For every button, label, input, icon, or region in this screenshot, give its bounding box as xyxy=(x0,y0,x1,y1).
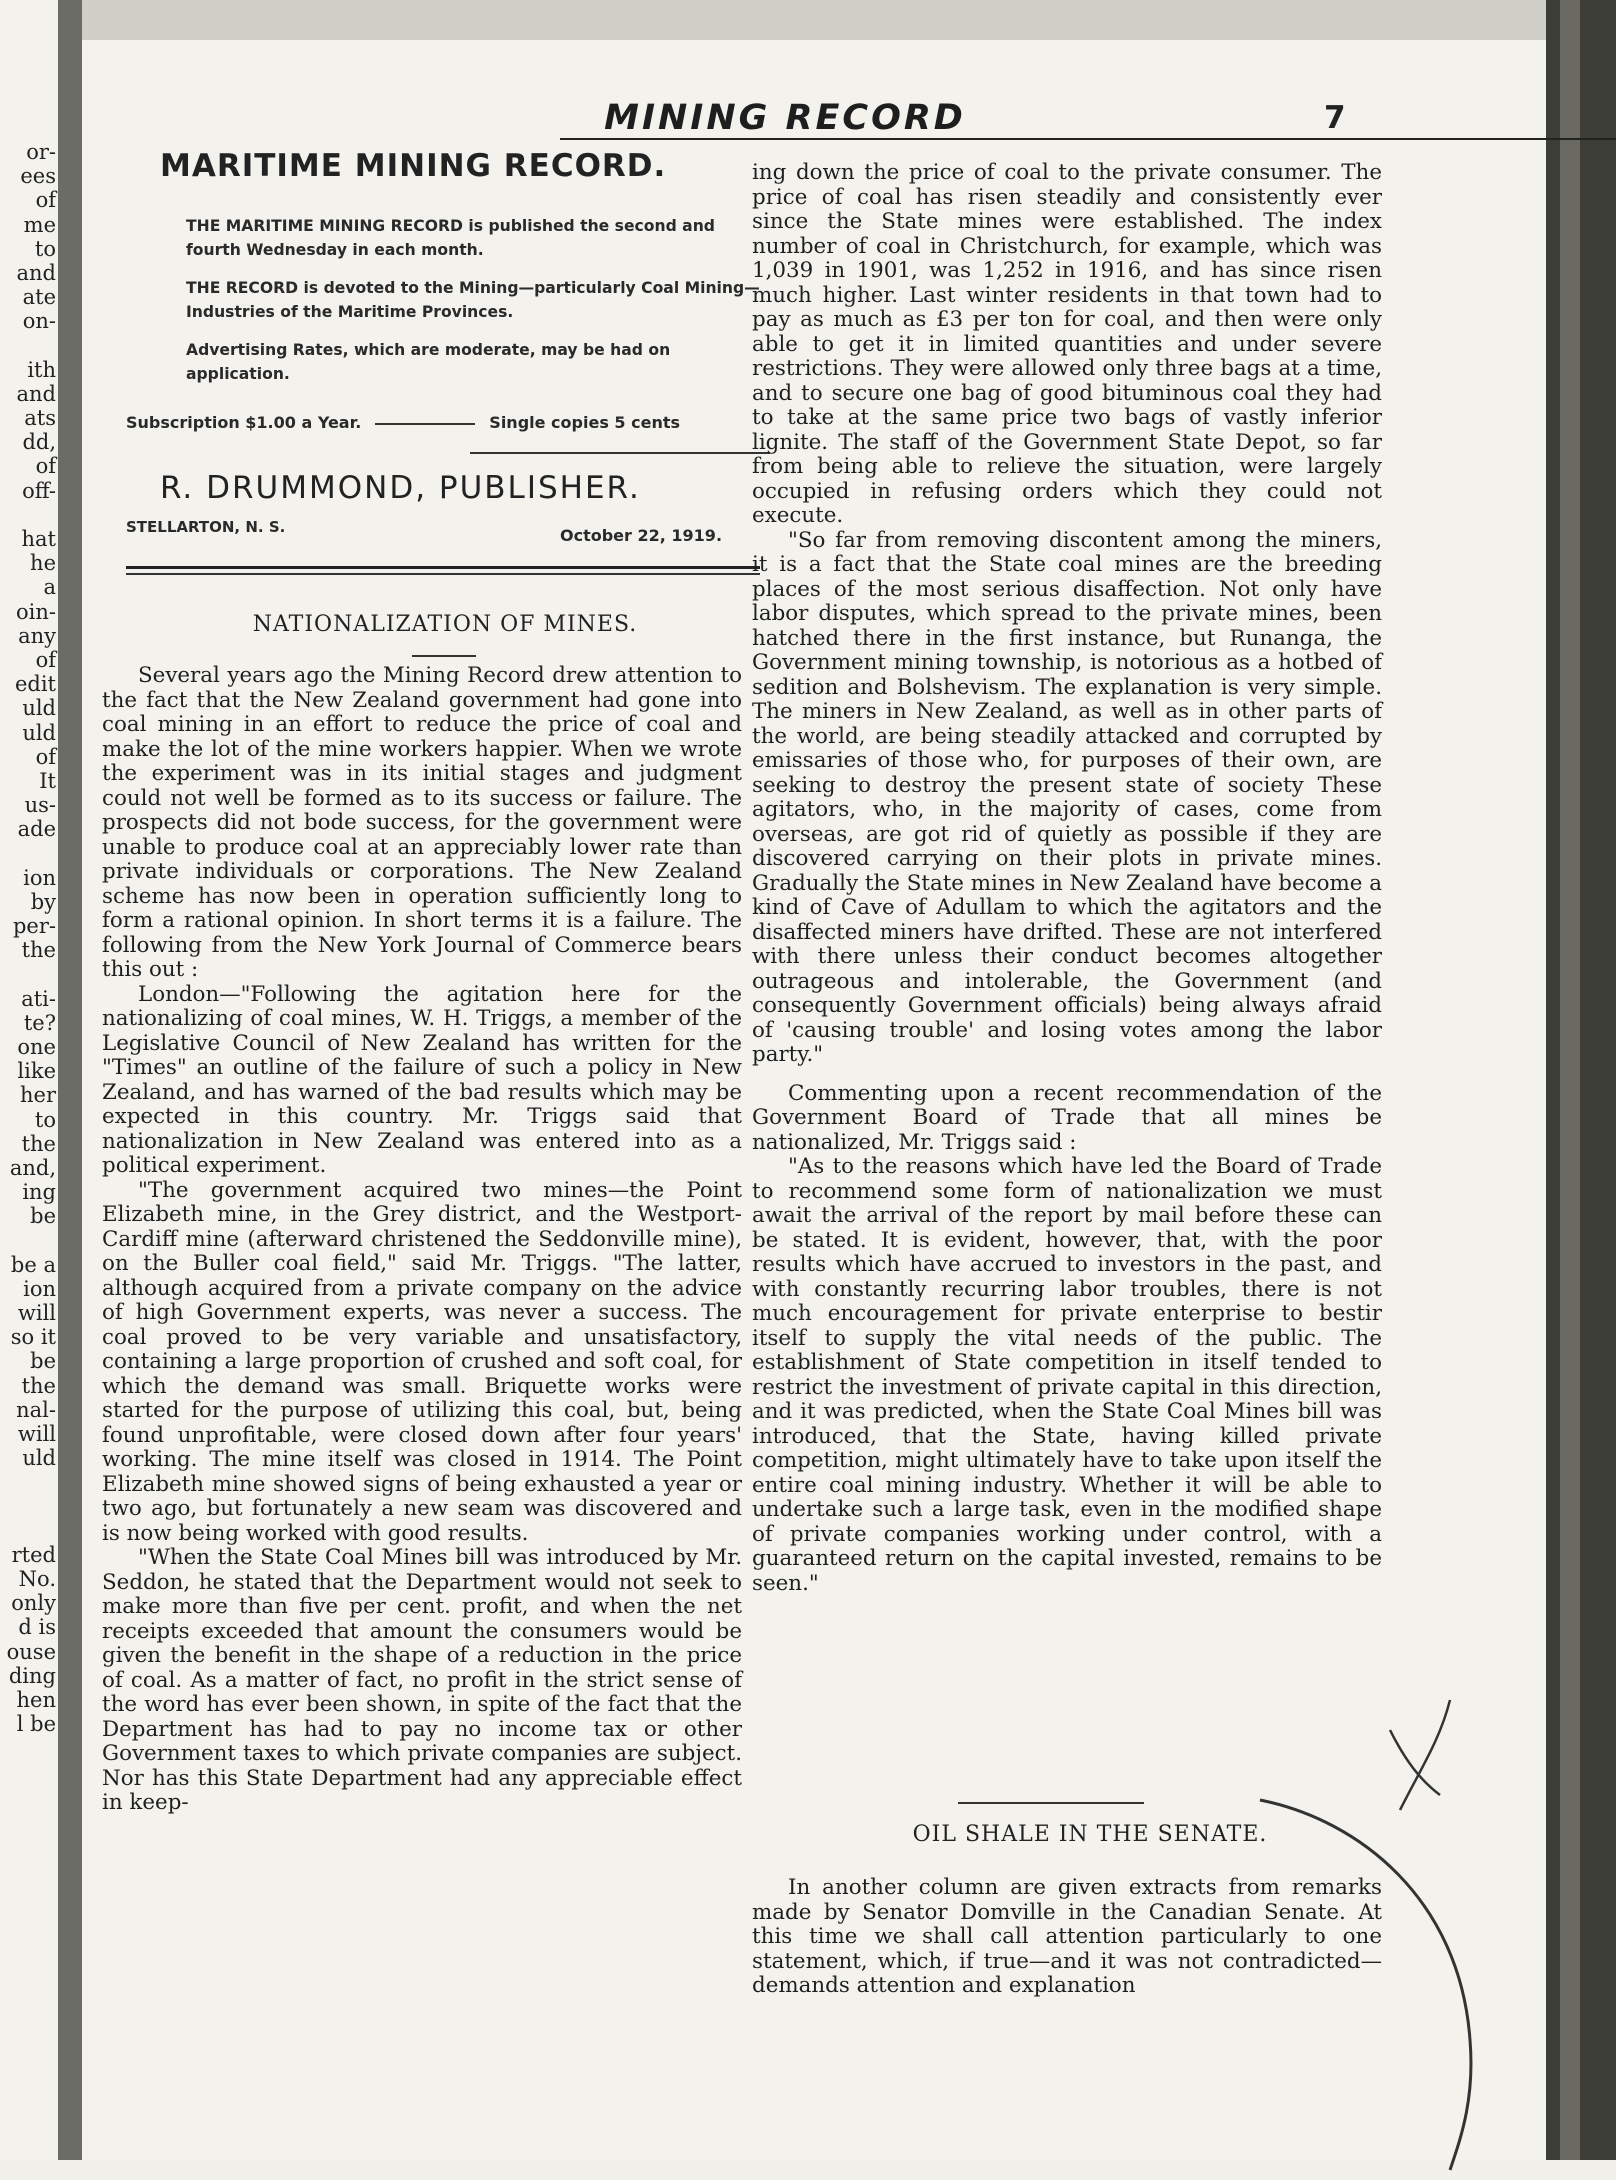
fragment-line xyxy=(0,503,56,527)
fragment-line: off- xyxy=(22,478,56,503)
article-paragraph: In another column are given extracts from remarks made by Senator Domville in the Canadian Senate. At this time we shall call attention particularly to one statement, which, if true—and it was not contradicted—demands attention and explanation xyxy=(752,1875,1382,1998)
article-paragraph: London—"Following the agitation here for the nationalizing of coal mines, W. H. Triggs, a member of the Legislative Council of New Zealand has written for the "Times" an outline of the failure of such a policy in New Zealand, and has warned of the bad results which may be expected in this country. Mr. Triggs said that nationalization in New Zealand was entered into as a political experiment. xyxy=(102,981,742,1178)
fragment-line: of xyxy=(35,744,56,769)
article-paragraph: Several years ago the Mining Record drew attention to the fact that the New Zealand government had gone into coal mining in an effort to reduce the price of coal and make the lot of the mine workers happier. When we wrote the experiment was in its initial stages and judgment could not well be formed as to its success or failure. The prospects did not bode success, for the government were unable to produce coal at an appreciably lower rate than private individuals or corporations. The New Zealand scheme has now been in operation sufficiently long to form a rational opinion. In short terms it is a failure. The following from the New York Journal of Commerce bears this out : xyxy=(102,663,742,982)
article-title-oil-shale: OIL SHALE IN THE SENATE. xyxy=(912,1822,1268,1847)
fragment-line: be xyxy=(30,1349,56,1374)
fragment-line: her xyxy=(20,1083,56,1108)
section-rule xyxy=(958,1802,1144,1804)
fragment-line: edit xyxy=(14,672,56,697)
fragment-line: any xyxy=(18,623,56,648)
book-edge xyxy=(1546,0,1616,2160)
fragment-line: on- xyxy=(22,309,56,334)
fragment-line: and xyxy=(16,260,56,285)
fragment-line: te? xyxy=(23,1010,56,1035)
single-copy-price: Single copies 5 cents xyxy=(489,413,681,432)
fragment-line: uld xyxy=(22,720,56,745)
fragment-line: It xyxy=(39,768,56,793)
fragment-line: the xyxy=(21,938,56,963)
masthead-short-rule xyxy=(470,452,770,454)
fragment-line: be xyxy=(30,1204,56,1229)
article-left-column xyxy=(102,664,742,1816)
article-paragraph: "So far from removing discontent among the miners, it is a fact that the State coal mines are the breeding places of the most serious disaffection. Not only have labor disputes, which spread to the private mines, been hatched there in the first instance, but Runanga, the Government mining township, is notorious as a hotbed of sedition and Bolshevism. The explanation is very simple. The miners in New Zealand, as well as in other parts of the world, are being steadily attacked and corrupted by emissaries of those who, for purposes of their own, are seeking to destroy the present state of society These agitators, who, in the majority of cases, come from overseas, are got rid of quietly as possible if they are discovered carrying on their plots in private mines. Gradually the State mines in New Zealand have become a kind of Cave of Adullam to which the agitators and the disaffected miners have drifted. These are not interfered with there unless their conduct becomes altogether outrageous and intolerable, the Government (and consequently Government officials) being always afraid of 'causing trouble' and losing votes among the labor party." xyxy=(752,527,1382,1067)
masthead-publication-note: THE MARITIME MINING RECORD is published the second and fourth Wednesday in each month. xyxy=(186,217,715,259)
fragment-line: of xyxy=(35,188,56,213)
fragment-line: l be xyxy=(16,1712,56,1737)
fragment-line: uld xyxy=(22,1446,56,1471)
issue-date: October 22, 1919. xyxy=(560,526,723,545)
fragment-line: one xyxy=(17,1034,56,1059)
fragment-line: will xyxy=(17,1421,56,1446)
fragment-line: uld xyxy=(22,696,56,721)
fragment-line: rted xyxy=(11,1542,56,1567)
fragment-line: ees xyxy=(20,164,56,189)
masthead-title: MARITIME MINING RECORD. xyxy=(160,148,667,184)
fragment-line: d is xyxy=(18,1615,56,1640)
fragment-line xyxy=(0,1470,56,1494)
fragment-line: be a xyxy=(10,1252,56,1277)
binding-fold xyxy=(58,0,82,2160)
fragment-line: he xyxy=(30,551,56,576)
fragment-line: a xyxy=(43,575,56,600)
book-edge-highlight xyxy=(1560,0,1580,2160)
fragment-line: ding xyxy=(8,1663,56,1688)
article-paragraph: "The government acquired two mines—the Point Elizabeth mine, in the Grey district, and the Westport-Cardiff mine (afterward christened the Seddonville mine), on the Buller coal field," said Mr. Triggs. "The latter, although acquired from a private company on the advice of high Government experts, was never a success. The coal proved to be very variable and unsatisfactory, containing a large proportion of crushed and soft coal, for which the demand was small. Briquette works were started for the purpose of utilizing this coal, but, being found unprofitable, were closed down after four years' working. The mine itself was closed in 1914. The Point Elizabeth mine showed signs of being exhausted a year or two ago, but fortunately a new seam was discovered and is now being worked with good results. xyxy=(102,1177,742,1546)
subscription-line xyxy=(126,413,766,432)
publication-place: STELLARTON, N. S. xyxy=(126,518,286,536)
masthead-double-rule xyxy=(126,566,760,569)
fragment-line: ade xyxy=(17,817,56,842)
fragment-line: ing xyxy=(22,1180,56,1205)
fragment-line: of xyxy=(35,454,56,479)
article-paragraph: "As to the reasons which have led the Board of Trade to recommend some form of nationalization we must await the arrival of the report by mail before these can be stated. It is evident, however, that, with the poor results which have accrued to investors in the past, and with constantly recurring labor troubles, there is not much encouragement for private enterprise to bestir itself to supply the vital needs of the public. The establishment of State competition in itself tended to restrict the investment of private capital in this direction, and it was predicted, when the State Coal Mines bill was introduced, that the State, having killed private competition, might ultimately have to take upon itself the entire coal mining industry. Whether it will be able to undertake such a large task, even in the modified shape of private companies working under control, with a guaranteed return on the capital invested, remains to be seen." xyxy=(752,1154,1382,1596)
fragment-line xyxy=(0,1519,56,1543)
fragment-line: to xyxy=(34,1107,56,1132)
fragment-line: will xyxy=(17,1301,56,1325)
fragment-line: me xyxy=(23,212,56,237)
fragment-line: of xyxy=(35,647,56,672)
fragment-line: and, xyxy=(9,1155,56,1180)
article-paragraph: Commenting upon a recent recommendation of the Government Board of Trade that all mines be nationalized, Mr. Triggs said : xyxy=(752,1080,1382,1155)
article-title-rule xyxy=(412,655,476,657)
fragment-line: the xyxy=(21,1131,56,1156)
fragment-line: ouse xyxy=(6,1639,56,1664)
subscription-price: Subscription $1.00 a Year. xyxy=(126,413,362,432)
masthead-double-rule-thin xyxy=(126,573,760,575)
fragment-line: No. xyxy=(18,1567,56,1592)
fragment-line: oin- xyxy=(16,599,56,624)
fragment-line: so it xyxy=(10,1325,56,1350)
fragment-line xyxy=(0,841,56,865)
running-head: MINING RECORD xyxy=(604,98,966,138)
previous-page-fragment xyxy=(0,140,56,1940)
fragment-line: ats xyxy=(24,406,56,431)
article-title-nationalization: NATIONALIZATION OF MINES. xyxy=(252,612,638,637)
fragment-line: hen xyxy=(16,1688,56,1712)
fragment-line: nal- xyxy=(16,1397,56,1422)
article-paragraph: ing down the price of coal to the private consumer. The price of coal has risen steadily and consistently ever since the State mines were established. The index number of coal in Christchurch, for example, which was 1,039 in 1901, was 1,252 in 1916, and has since risen much higher. Last winter residents in that town had to pay as much as £3 per ton for coal, and then were only able to get it in limited quantities and under severe restrictions. They were allowed only three bags at a time, and to secure one bag of good bituminous coal they had to take at the same price two bags of vastly inferior lignite. The staff of the Government State Depot, so far from being able to relieve the situation, were largely occupied in refusing orders which they could not execute. xyxy=(752,160,1382,528)
publisher-line: R. DRUMMOND, PUBLISHER. xyxy=(160,470,641,506)
masthead-advertising-note: Advertising Rates, which are moderate, may be had on application. xyxy=(186,341,671,383)
fragment-line: only xyxy=(11,1591,56,1616)
running-head-rule xyxy=(560,138,1616,140)
fragment-line: the xyxy=(21,1373,56,1398)
fragment-line xyxy=(0,1228,56,1252)
fragment-line: ion xyxy=(23,865,56,890)
fragment-line: like xyxy=(17,1059,56,1084)
fragment-line xyxy=(0,962,56,986)
fragment-line: ati- xyxy=(21,986,56,1011)
fragment-line: or- xyxy=(26,140,56,164)
fragment-line xyxy=(0,334,56,358)
fragment-line: ith xyxy=(27,357,56,382)
scan-top-edge xyxy=(0,0,1616,40)
masthead-devoted-note: THE RECORD is devoted to the Mining—particularly Coal Mining—Industries of the Maritime Provinces. xyxy=(186,279,760,321)
fragment-line: and xyxy=(16,381,56,406)
article-paragraph: "When the State Coal Mines bill was introduced by Mr. Seddon, he stated that the Department would not seek to make more than five per cent. profit, and when the net receipts exceeded that amount the consumers would be given the benefit in the shape of a reduction in the price of coal. As a matter of fact, no profit in the strict sense of the word has ever been shown, in spite of the fact that the Department has had to pay no income tax or other Government taxes to which private companies are subject. Nor has this State Department had any appreciable effect in keep- xyxy=(102,1545,742,1815)
fragment-line: by xyxy=(30,889,56,914)
fragment-line: dd, xyxy=(22,430,56,455)
fragment-line xyxy=(0,1495,56,1519)
fragment-line: hat xyxy=(21,527,56,551)
fragment-line: per- xyxy=(12,914,56,938)
fragment-line: ion xyxy=(23,1276,56,1301)
fragment-line: us- xyxy=(24,793,56,818)
article-right-column xyxy=(752,161,1382,1596)
fragment-line: to xyxy=(34,236,56,261)
page-number: 7 xyxy=(1324,100,1346,136)
fragment-line: ate xyxy=(22,285,56,310)
pencil-margin-mark xyxy=(1240,1580,1540,2180)
